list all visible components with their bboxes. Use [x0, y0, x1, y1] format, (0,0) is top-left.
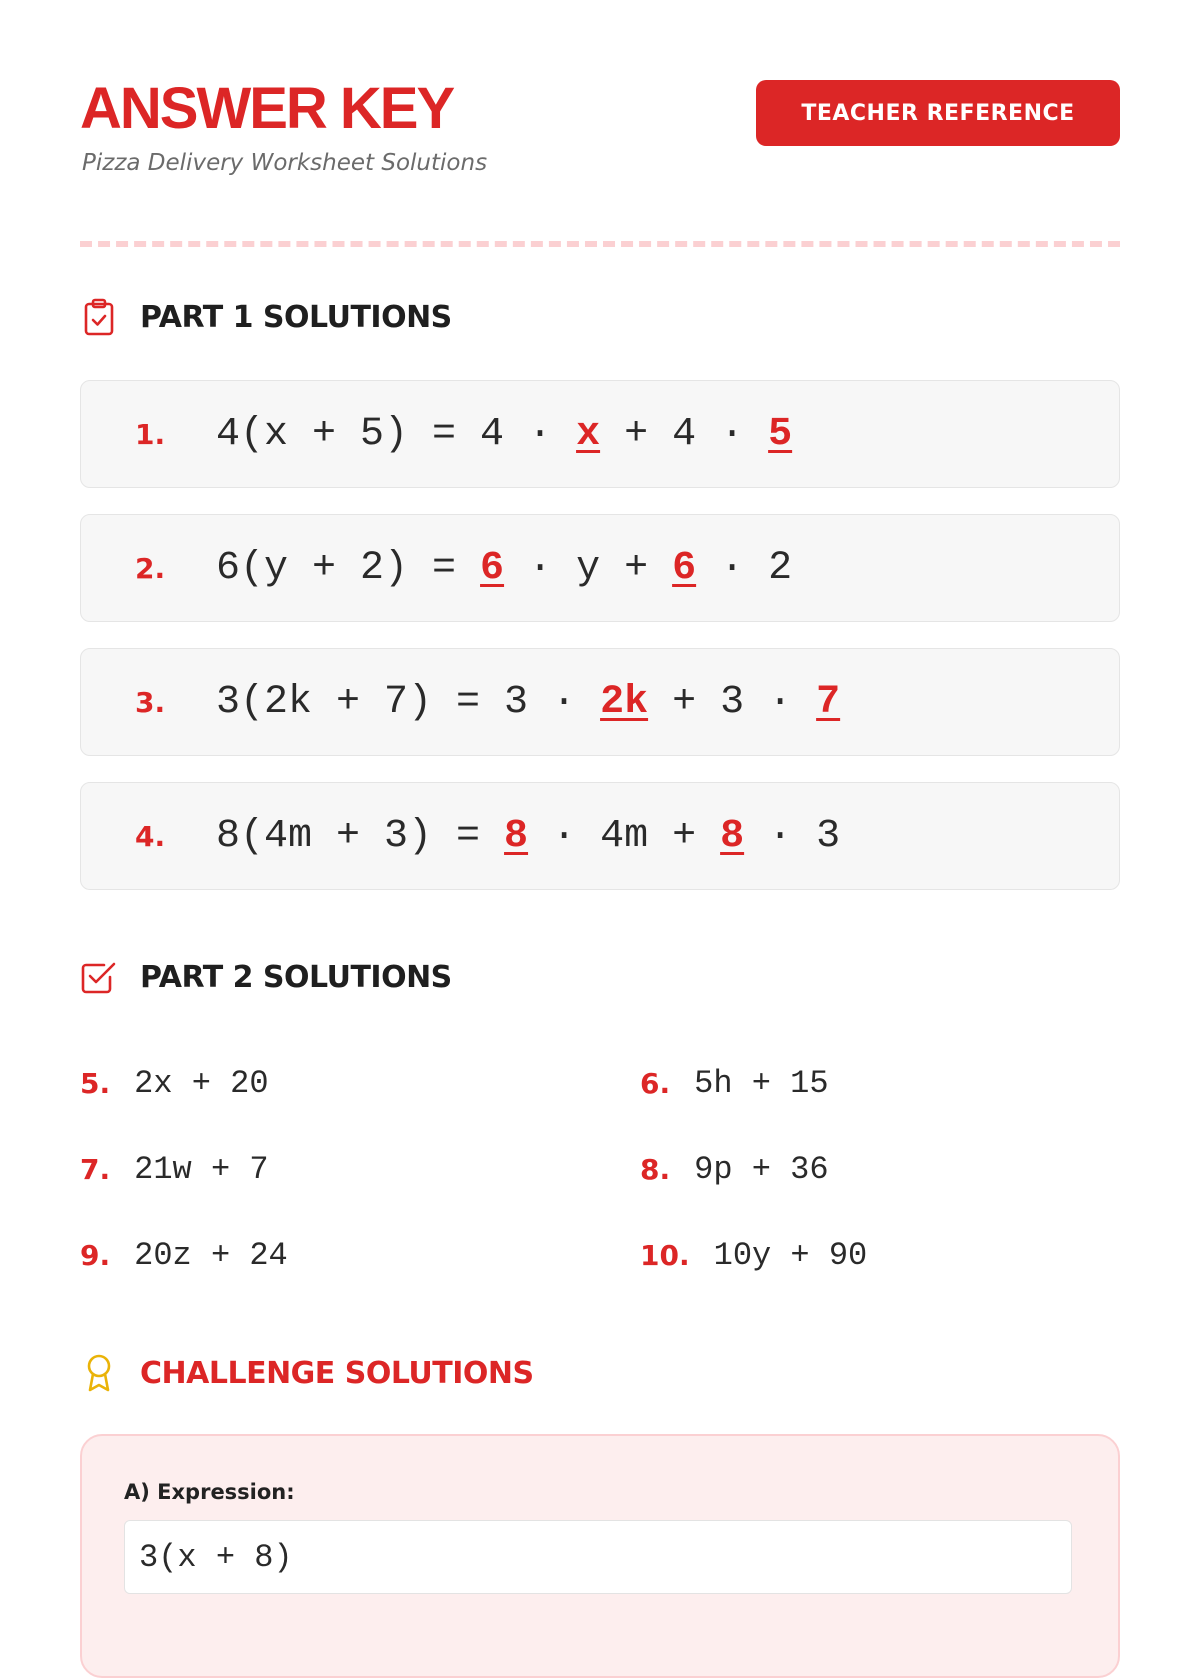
- teacher-reference-badge: TEACHER REFERENCE: [756, 80, 1120, 146]
- part2-item: [640, 1058, 829, 1108]
- answer-blank: x: [576, 411, 601, 457]
- expression-label: A) Expression:: [124, 1480, 295, 1504]
- problem-expression: 3(2k + 7) = 3 · 2k + 3 · 7: [216, 679, 841, 725]
- part2-item: [80, 1058, 269, 1108]
- part2-item: [80, 1230, 288, 1280]
- part1-header: [80, 292, 452, 342]
- problem-number: 4.: [135, 819, 166, 853]
- answer-blank: 7: [816, 679, 841, 725]
- answer-expression: 10y + 90: [713, 1236, 868, 1274]
- problem-expression: 4(x + 5) = 4 · x + 4 · 5: [216, 411, 793, 457]
- page-header: [80, 76, 1120, 190]
- answer-expression: 5h + 15: [694, 1064, 829, 1102]
- part2-title: PART 2 SOLUTIONS: [140, 959, 452, 995]
- challenge-header: [80, 1348, 534, 1398]
- part1-item: [80, 380, 1120, 488]
- problem-number: 5.: [80, 1066, 111, 1100]
- challenge-box: [80, 1434, 1120, 1678]
- answer-blank: 8: [504, 813, 529, 859]
- part1-item: [80, 514, 1120, 622]
- challenge-title: CHALLENGE SOLUTIONS: [140, 1355, 534, 1391]
- answer-blank: 2k: [600, 679, 649, 725]
- expression-answer-field: 3(x + 8): [124, 1520, 1072, 1594]
- answer-expression: 20z + 24: [134, 1236, 288, 1274]
- answer-expression: 21w + 7: [134, 1150, 269, 1188]
- part1-item: [80, 648, 1120, 756]
- answer-blank: 5: [768, 411, 793, 457]
- part2-item: [80, 1144, 269, 1194]
- problem-number: 6.: [640, 1066, 671, 1100]
- problem-expression: 8(4m + 3) = 8 · 4m + 8 · 3: [216, 813, 841, 859]
- problem-number: 7.: [80, 1152, 111, 1186]
- problem-number: 3.: [135, 685, 166, 719]
- problem-expression: 6(y + 2) = 6 · y + 6 · 2: [216, 545, 793, 591]
- problem-number: 1.: [135, 417, 166, 451]
- clipboard-check-icon: [80, 298, 118, 336]
- problem-number: 8.: [640, 1152, 671, 1186]
- answer-expression: 9p + 36: [694, 1150, 829, 1188]
- answer-blank: 8: [720, 813, 745, 859]
- problem-number: 10.: [640, 1238, 690, 1272]
- dashed-divider: [80, 241, 1120, 247]
- page-title: ANSWER KEY: [80, 76, 454, 141]
- checkbox-icon: [80, 958, 118, 996]
- part2-item: [640, 1230, 867, 1280]
- answer-blank: 6: [672, 545, 697, 591]
- part2-item: [640, 1144, 829, 1194]
- part1-title: PART 1 SOLUTIONS: [140, 299, 452, 335]
- part1-item: [80, 782, 1120, 890]
- answer-expression: 2x + 20: [134, 1064, 269, 1102]
- award-ribbon-icon: [80, 1354, 118, 1392]
- page-subtitle: Pizza Delivery Worksheet Solutions: [82, 150, 488, 176]
- problem-number: 9.: [80, 1238, 111, 1272]
- answer-blank: 6: [480, 545, 505, 591]
- part2-header: [80, 952, 452, 1002]
- problem-number: 2.: [135, 551, 166, 585]
